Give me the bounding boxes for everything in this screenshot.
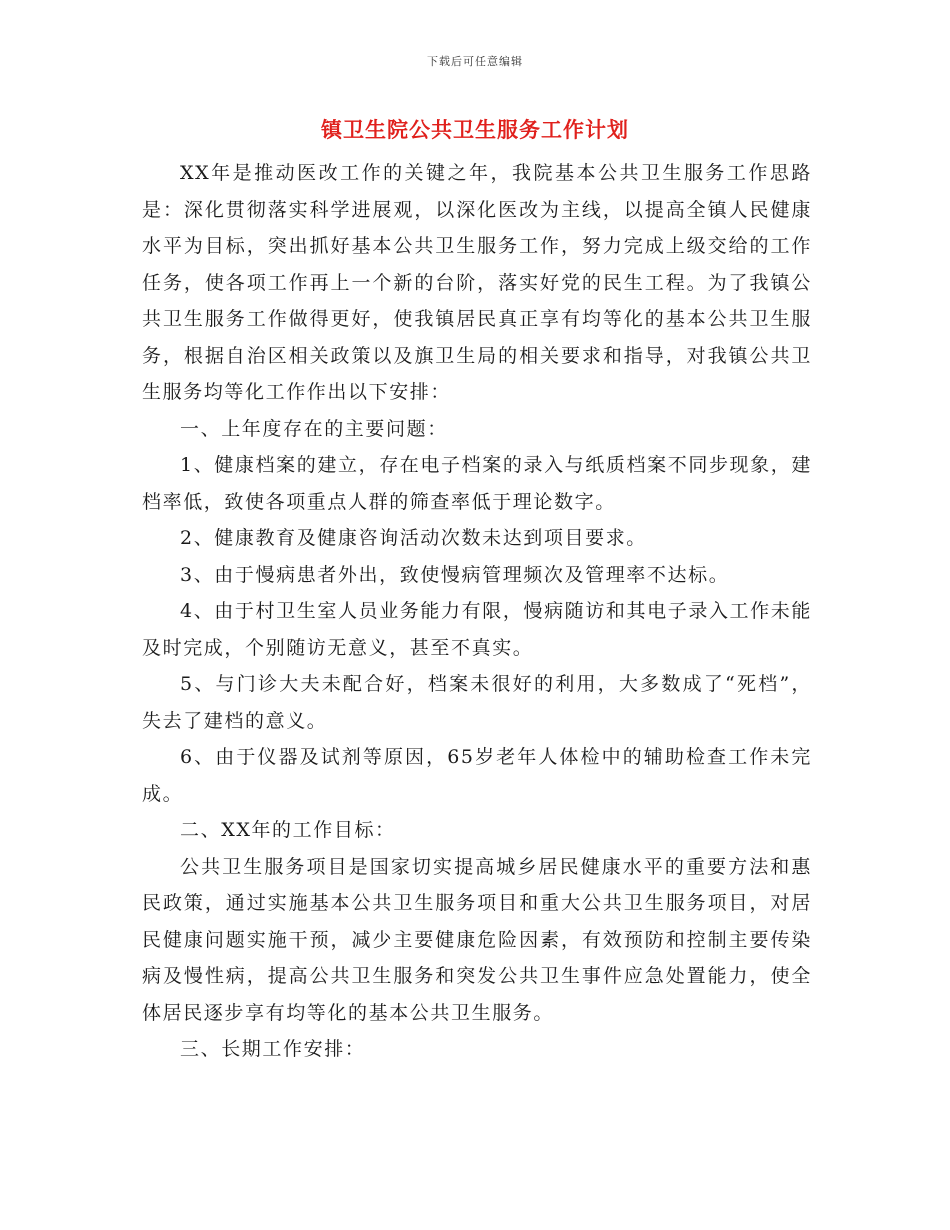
intro-paragraph: XX年是推动医改工作的关键之年，我院基本公共卫生服务工作思路是：深化贯彻落实科学进展观，以深化医改为主线，以提高全镇人民健康水平为目标，突出抓好基本公共卫生服务工作，努力完成上级交给的工作任务，使各项工作再上一个新的台阶，落实好党的民生工程。为了我镇公共卫生服务工作做得更好，使我镇居民真正享有均等化的基本公共卫生服务，根据自治区相关政策以及旗卫生局的相关要求和指导，对我镇公共卫生服务均等化工作作出以下安排：: [142, 162, 812, 403]
document-title: 镇卫生院公共卫生服务工作计划: [321, 117, 629, 142]
section-heading-arrangements: 三、长期工作安排：: [180, 1038, 366, 1060]
problem-item-4: 4、由于村卫生室人员业务能力有限，慢病随访和其电子录入工作未能及时完成，个别随访无意义，甚至不真实。: [142, 600, 812, 659]
header-note: 下载后可任意编辑: [427, 55, 523, 68]
document-body: [142, 155, 812, 1068]
problem-item-2: 2、健康教育及健康咨询活动次数未达到项目要求。: [180, 527, 647, 549]
problem-item-6: 6、由于仪器及试剂等原因，65岁老年人体检中的辅助检查工作未完成。: [142, 746, 812, 805]
section-heading-goals: 二、XX年的工作目标：: [180, 819, 396, 841]
problem-item-5: 5、与门诊大夫未配合好，档案未很好的利用，大多数成了“死档”，失去了建档的意义。: [142, 673, 812, 732]
goals-paragraph: 公共卫生服务项目是国家切实提高城乡居民健康水平的重要方法和惠民政策，通过实施基本公共卫生服务项目和重大公共卫生服务项目，对居民健康问题实施干预，减少主要健康危险因素，有效预防和控制主要传染病及慢性病，提高公共卫生服务和突发公共卫生事件应急处置能力，使全体居民逐步享有均等化的基本公共卫生服务。: [142, 855, 812, 1024]
problem-item-1: 1、健康档案的建立，存在电子档案的录入与纸质档案不同步现象，建档率低，致使各项重点人群的筛查率低于理论数字。: [142, 454, 812, 513]
section-heading-problems: 一、上年度存在的主要问题：: [180, 417, 448, 440]
problem-item-3: 3、由于慢病患者外出，致使慢病管理频次及管理率不达标。: [180, 563, 730, 586]
